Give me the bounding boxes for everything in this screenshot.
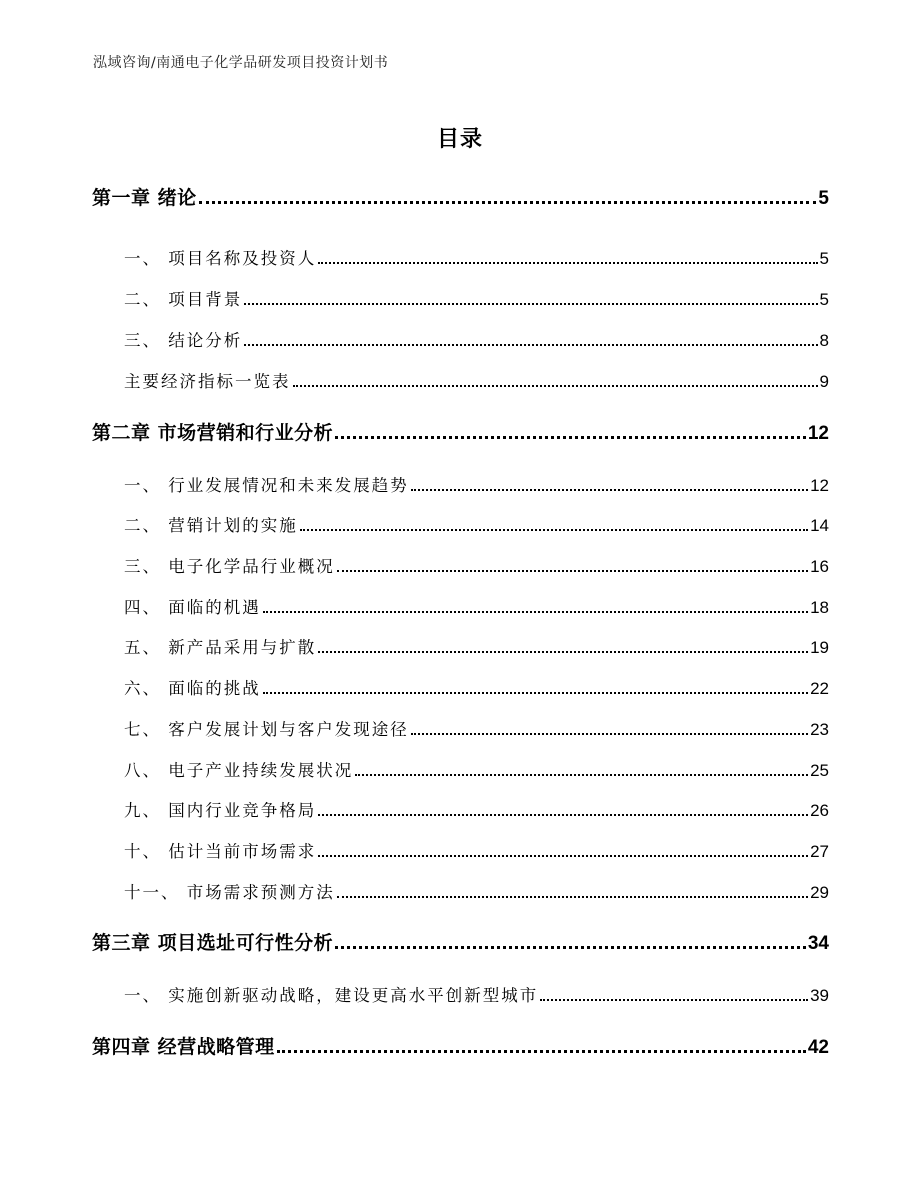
- dot-leader: [335, 929, 806, 955]
- dot-leader: [355, 757, 808, 781]
- toc-entry-label: 一、 项目名称及投资人: [124, 249, 317, 268]
- toc-entry-section[interactable]: [124, 879, 829, 903]
- toc-entry-label: 第二章 市场营销和行业分析: [92, 422, 334, 444]
- dot-leader: [244, 327, 817, 351]
- dot-leader: [337, 553, 808, 577]
- dot-leader: [263, 594, 808, 618]
- toc-entry-section[interactable]: [124, 472, 829, 496]
- toc-entry-page: 18: [810, 598, 829, 617]
- toc-entry-page: 27: [810, 842, 829, 861]
- toc-entry-page: 19: [810, 638, 829, 657]
- toc-entry-section[interactable]: [124, 553, 829, 577]
- toc-entry-page: 5: [818, 188, 829, 209]
- toc-entry-page: 12: [807, 423, 829, 444]
- toc-entry-label: 三、 电子化学品行业概况: [124, 557, 335, 576]
- toc-entry-section[interactable]: [124, 327, 829, 351]
- dot-leader: [277, 1033, 806, 1059]
- toc-entry-section[interactable]: [124, 797, 829, 821]
- toc-entry-section[interactable]: [124, 982, 829, 1006]
- toc-entry-section[interactable]: [124, 838, 829, 862]
- toc-entry-page: 42: [807, 1037, 829, 1058]
- toc-entry-page: 8: [819, 331, 829, 350]
- toc-entry-page: 34: [807, 933, 829, 954]
- toc-entry-page: 26: [810, 801, 829, 820]
- toc-entry-section[interactable]: [124, 286, 829, 310]
- toc-entry-page: 5: [819, 290, 829, 309]
- dot-leader: [337, 879, 808, 903]
- toc-entry-page: 23: [810, 720, 829, 739]
- dot-leader: [318, 838, 808, 862]
- toc-entry-section[interactable]: [124, 512, 829, 536]
- toc-entry-label: 六、 面临的挑战: [124, 679, 261, 698]
- dot-leader: [411, 716, 808, 740]
- toc-entry-label: 七、 客户发展计划与客户发现途径: [124, 720, 409, 739]
- toc-entry-label: 第四章 经营战略管理: [92, 1036, 275, 1058]
- toc-entry-chapter-4[interactable]: [92, 1033, 829, 1059]
- dot-leader: [293, 368, 818, 392]
- toc-entry-section[interactable]: [124, 594, 829, 618]
- toc-entry-page: 9: [819, 372, 829, 391]
- toc-entry-label: 五、 新产品采用与扩散: [124, 638, 317, 657]
- toc-entry-label: 四、 面临的机遇: [124, 598, 261, 617]
- toc-entry-label: 一、 行业发展情况和未来发展趋势: [124, 476, 409, 495]
- toc-entry-page: 22: [810, 679, 829, 698]
- toc-entry-page: 16: [810, 557, 829, 576]
- toc-entry-label: 三、 结论分析: [124, 331, 243, 350]
- toc-entry-section[interactable]: [124, 245, 829, 269]
- toc-entry-page: 5: [819, 249, 829, 268]
- toc-entry-section[interactable]: [124, 368, 829, 392]
- toc-entry-chapter-3[interactable]: [92, 929, 829, 955]
- toc-entry-label: 第一章 绪论: [92, 187, 197, 209]
- toc-entry-label: 九、 国内行业竞争格局: [124, 801, 317, 820]
- toc-entry-label: 二、 项目背景: [124, 290, 243, 309]
- dot-leader: [318, 245, 817, 269]
- dot-leader: [199, 184, 817, 210]
- dot-leader: [300, 512, 808, 536]
- dot-leader: [318, 634, 808, 658]
- dot-leader: [335, 419, 806, 445]
- toc-entry-label: 一、 实施创新驱动战略，建设更高水平创新型城市: [124, 986, 539, 1005]
- toc-entry-section[interactable]: [124, 716, 829, 740]
- dot-leader: [263, 675, 808, 699]
- toc-entry-chapter-1[interactable]: [92, 184, 829, 210]
- toc-entry-label: 十一、 市场需求预测方法: [124, 883, 335, 902]
- toc-entry-page: 25: [810, 761, 829, 780]
- toc-entry-section[interactable]: [124, 675, 829, 699]
- toc-entry-label: 十、 估计当前市场需求: [124, 842, 317, 861]
- page-title: 目录: [436, 127, 483, 152]
- toc-entry-section[interactable]: [124, 634, 829, 658]
- toc-entry-label: 第三章 项目选址可行性分析: [92, 932, 334, 954]
- toc-entry-section[interactable]: [124, 757, 829, 781]
- toc-entry-page: 29: [810, 883, 829, 902]
- running-header: 泓域咨询/南通电子化学品研发项目投资计划书: [93, 55, 389, 71]
- toc-entry-page: 12: [810, 476, 829, 495]
- toc-entry-page: 14: [810, 516, 829, 535]
- dot-leader: [244, 286, 817, 310]
- dot-leader: [411, 472, 808, 496]
- toc-entry-page: 39: [810, 986, 829, 1005]
- toc-entry-chapter-2[interactable]: [92, 419, 829, 445]
- dot-leader: [318, 797, 808, 821]
- toc-entry-label: 二、 营销计划的实施: [124, 516, 298, 535]
- dot-leader: [540, 982, 808, 1006]
- toc-entry-label: 八、 电子产业持续发展状况: [124, 761, 354, 780]
- toc-entry-label: 主要经济指标一览表: [124, 372, 291, 391]
